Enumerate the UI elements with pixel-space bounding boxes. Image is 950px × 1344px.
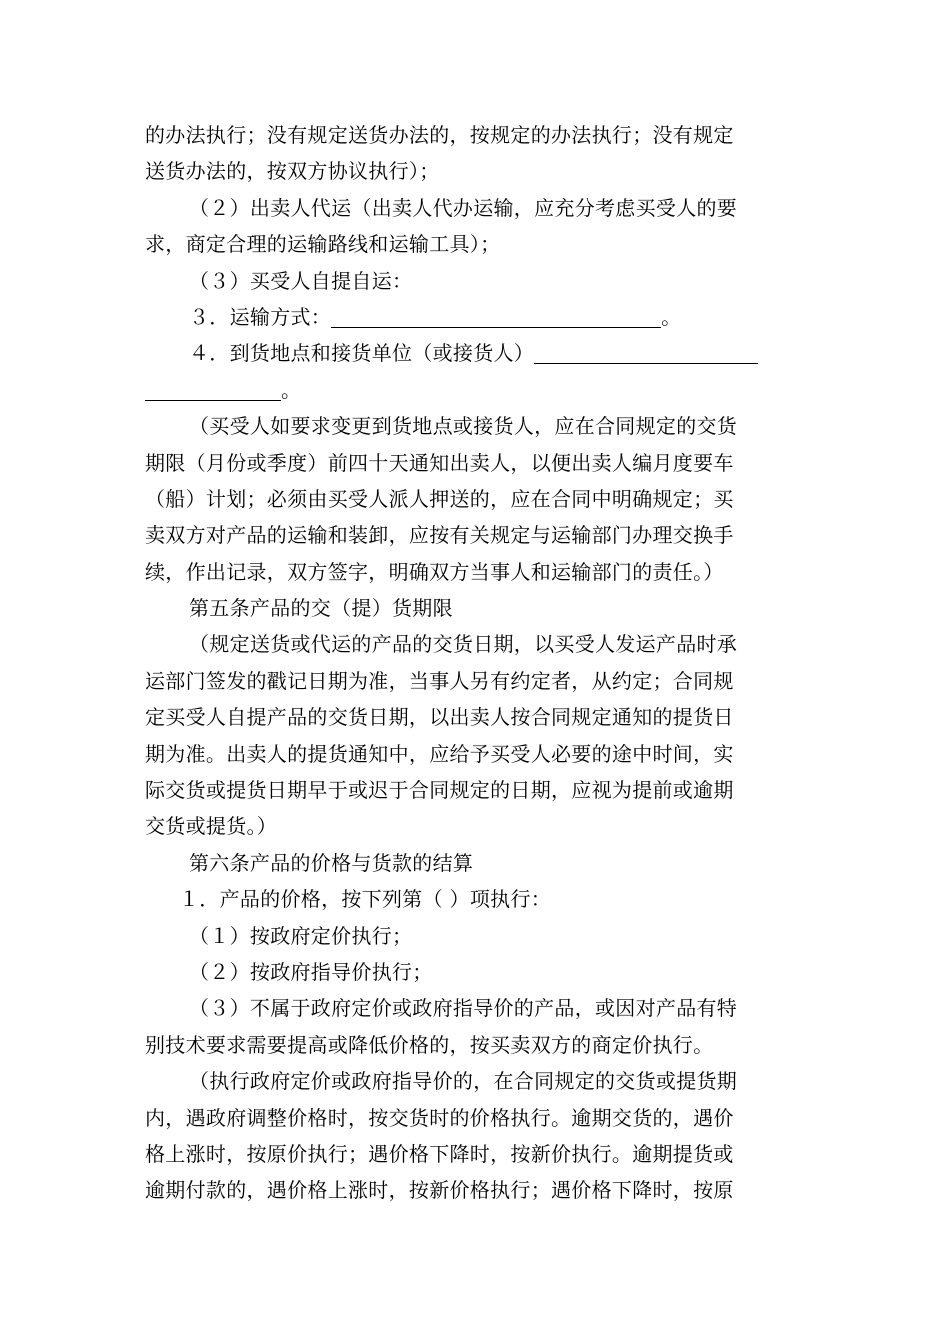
text-line: （１）按政府定价执行； [189, 923, 413, 948]
text-line: （规定送货或代运的产品的交货日期，以买受人发运产品时承 [189, 632, 738, 657]
text-line: （２）按政府指导价执行； [189, 959, 433, 984]
delivery-place-label: ４．到货地点和接货单位（或接货人） [189, 341, 535, 366]
text-line: （３）买受人自提自运： [189, 268, 413, 293]
text-line: （２）出卖人代运（出卖人代办运输，应充分考虑买受人的要 [189, 195, 738, 220]
text-line: 期限（月份或季度）前四十天通知出卖人，以便出卖人编月度要车 [145, 450, 734, 475]
article-heading: 第五条产品的交（提）货期限 [189, 596, 453, 621]
transport-method-line [145, 299, 810, 335]
text-line: 卖双方对产品的运输和装卸，应按有关规定与运输部门办理交换手 [145, 523, 734, 548]
text-line: 续，作出记录，双方签字，明确双方当事人和运输部门的责任。） [145, 559, 724, 584]
text-line: 期为准。出卖人的提货通知中，应给予买受人必要的途中时间，实 [145, 741, 734, 766]
period-mark: 。 [661, 304, 682, 329]
text-line: 运部门签发的戳记日期为准，当事人另有约定者，从约定；合同规 [145, 668, 734, 693]
period-mark: 。 [281, 377, 302, 402]
text-line: 格上涨时，按原价执行；遇价格下降时，按新价执行。逾期提货或 [145, 1141, 734, 1166]
transport-method-label: ３．运输方式： [189, 304, 332, 329]
delivery-place-line-cont [145, 372, 810, 408]
text-line: 内，遇政府调整价格时，按交货时的价格执行。逾期交货的，遇价 [145, 1105, 734, 1130]
delivery-place-blank [534, 343, 758, 364]
text-line: 别技术要求需要提高或降低价格的，按买卖双方的商定价执行。 [145, 1032, 714, 1057]
text-line: （３）不属于政府定价或政府指导价的产品，或因对产品有特 [189, 996, 738, 1021]
text-line: （执行政府定价或政府指导价的，在合同规定的交货或提货期 [189, 1069, 738, 1094]
delivery-place-blank-cont [145, 380, 281, 401]
text-line: 送货办法的，按双方协议执行）； [145, 159, 440, 184]
transport-method-blank [331, 307, 661, 328]
text-line: 逾期付款的，遇价格上涨时，按新价格执行；遇价格下降时，按原 [145, 1178, 734, 1203]
text-line: 交货或提货。） [145, 814, 278, 839]
text-line: 求，商定合理的运输路线和运输工具）； [145, 232, 501, 257]
text-line: 际交货或提货日期早于或迟于合同规定的日期，应视为提前或逾期 [145, 778, 734, 803]
text-line: （买受人如要求变更到货地点或接货人，应在合同规定的交货 [189, 414, 738, 439]
article-heading: 第六条产品的价格与货款的结算 [189, 850, 474, 875]
text-line: 定买受人自提产品的交货日期，以出卖人按合同规定通知的提货日 [145, 705, 734, 730]
text-line: （船）计划；必须由买受人派人押送的，应在合同中明确规定；买 [145, 486, 734, 511]
document-body [145, 117, 810, 1209]
delivery-place-line [145, 335, 810, 371]
text-line: 的办法执行；没有规定送货办法的，按规定的办法执行；没有规定 [145, 123, 734, 147]
text-line: １．产品的价格，按下列第（ ）项执行： [179, 887, 552, 912]
